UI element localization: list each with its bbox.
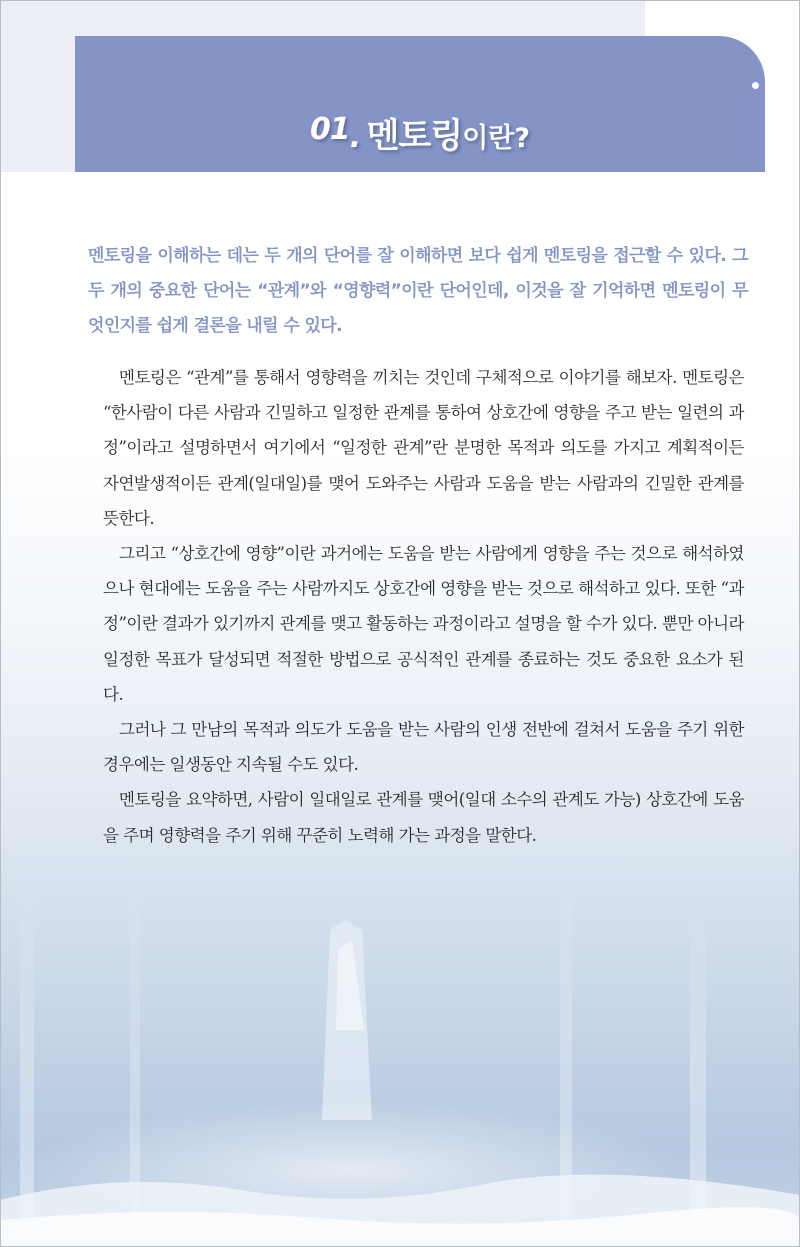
body-paragraph-2: 그리고 “상호간에 영향”이란 과거에는 도움을 받는 사람에게 영향을 주는 것으로 해석하였으나 현대에는 도움을 주는 사람까지도 상호간에 영향을 받는 것으로 해석하고 있다. 또한 “과정”이란 결과가 있기까지 관계를 맺고 활동하는 과정이라고 설명을 할 수가 있다. 뿐만 아니라 일정한 목표가 달성되면 적절한 방법으로 공식적인 관계를 종료하는 것도 중요한 요소가 된다. — [103, 544, 744, 704]
section-subtitle: MENTORING — [209, 176, 669, 198]
body-paragraph-3: 그러나 그 만남의 목적과 의도가 도움을 받는 사람의 인생 전반에 걸쳐서 도움을 주기 위한 경우에는 일생동안 지속될 수도 있다. — [103, 720, 744, 775]
ring-ornament-icon — [750, 80, 761, 91]
body-text — [103, 360, 744, 853]
title-banner — [75, 36, 765, 172]
background-photo-illustration — [0, 870, 800, 1247]
title-suffix: 이란? — [462, 123, 531, 154]
lead-paragraph: 멘토링을 이해하는 데는 두 개의 단어를 잘 이해하면 보다 쉽게 멘토링을 접근할 수 있다. 그 두 개의 중요한 단어는 “관계”와 “영향력”이란 단어인데, 이것을 잘 기억하면 멘토링이 무엇인지를 쉽게 결론을 내릴 수 있다. — [88, 246, 748, 336]
title-main: 멘토링 — [366, 116, 463, 156]
title-number: 01 — [309, 112, 350, 147]
body-paragraph-1: 멘토링은 “관계”를 통해서 영향력을 끼치는 것인데 구체적으로 이야기를 해보자. 멘토링은 “한사람이 다른 사람과 긴밀하고 일정한 관계를 통하여 상호간에 영향을 주고 받는 일련의 과정”이라고 설명하면서 여기에서 “일정한 관계”란 분명한 목적과 의도를 가지고 계획적이든 자연발생적이든 관계(일대일)를 맺어 도와주는 사람과 도움을 받는 사람과의 긴밀한 관계를 뜻한다. — [103, 368, 744, 528]
title-dot: . — [349, 120, 362, 155]
body-paragraph-4: 멘토링을 요약하면, 사람이 일대일로 관계를 맺어(일대 소수의 관계도 가능) 상호간에 도움을 주며 영향력을 주기 위해 꾸준히 노력해 가는 과정을 말한다. — [103, 790, 744, 845]
page-title — [75, 108, 765, 157]
